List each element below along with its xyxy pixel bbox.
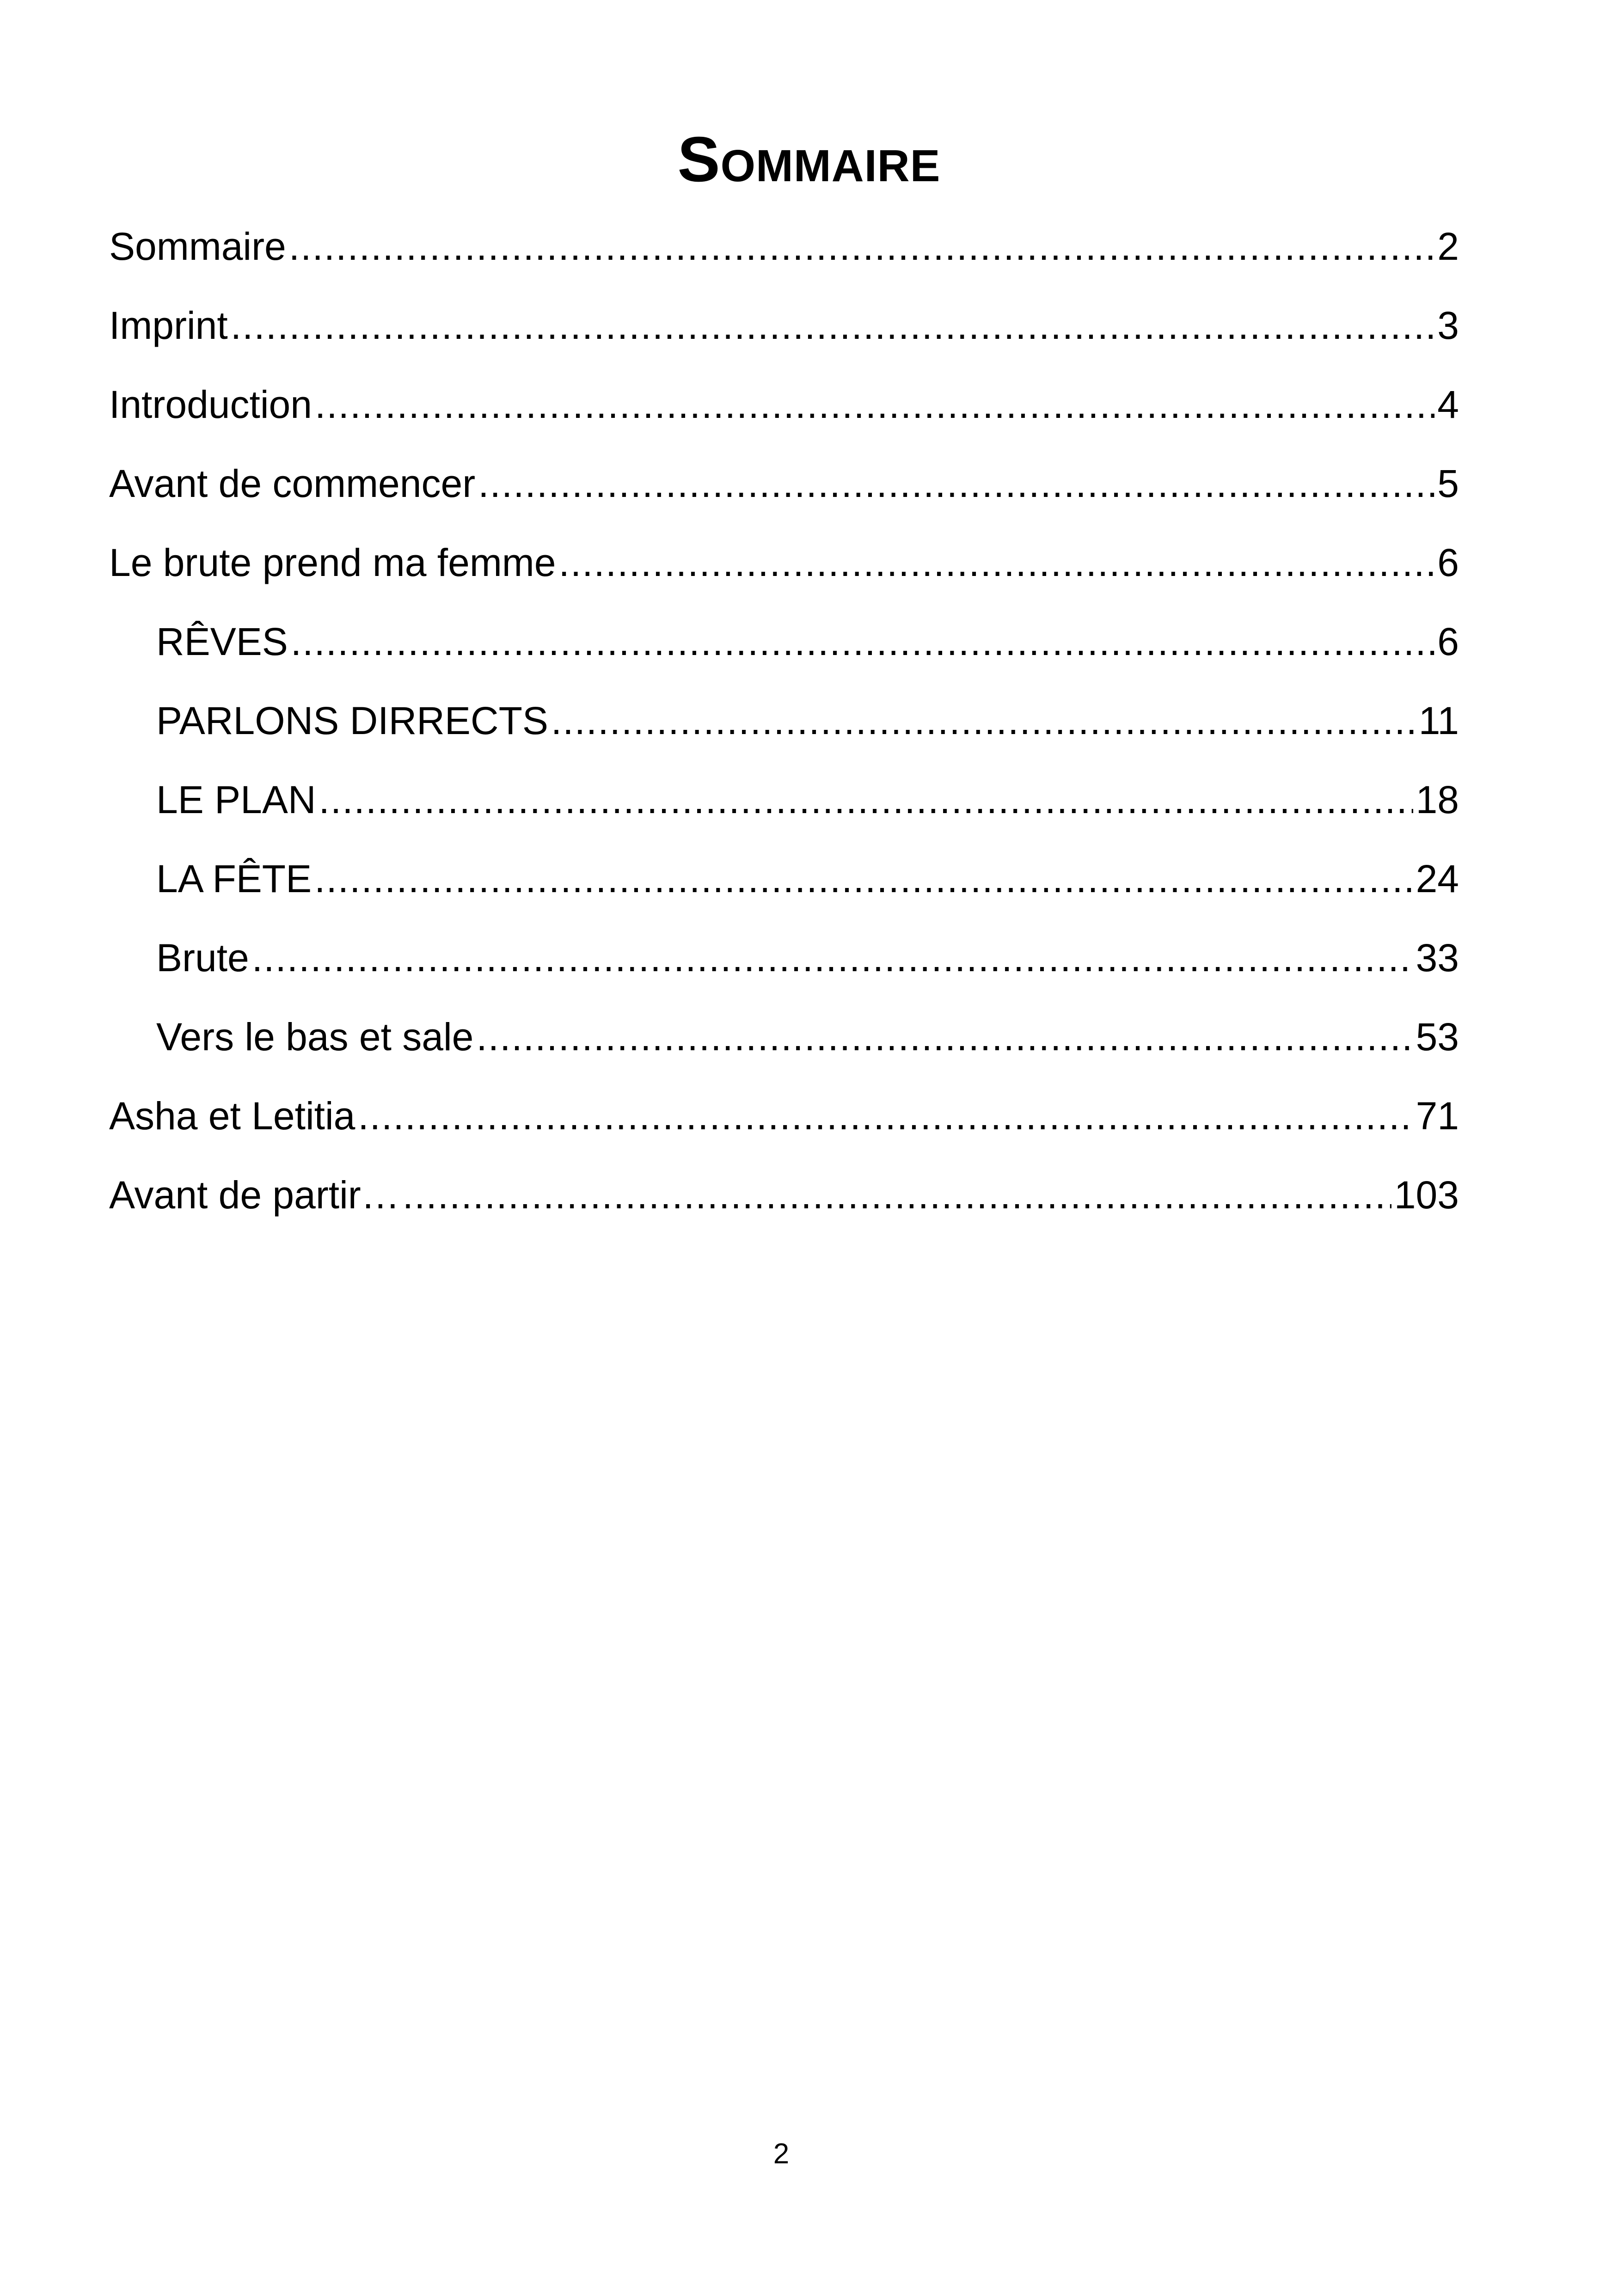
toc-entry-page: 33 bbox=[1416, 936, 1459, 980]
toc-entry[interactable] bbox=[109, 207, 1459, 286]
toc-leader-dots bbox=[314, 839, 1413, 918]
toc-leader-dots bbox=[403, 1156, 1391, 1235]
toc-subentry[interactable] bbox=[109, 918, 1459, 998]
toc-leader-dots bbox=[252, 918, 1413, 998]
toc-entry-page: 4 bbox=[1437, 383, 1459, 426]
toc-entry-page: 24 bbox=[1416, 857, 1459, 900]
toc-leader-dots bbox=[476, 998, 1413, 1077]
toc-entry[interactable] bbox=[109, 286, 1459, 365]
toc-leader-dots bbox=[559, 523, 1435, 602]
toc-entry-label: Sommaire bbox=[109, 225, 286, 268]
toc-entry[interactable] bbox=[109, 1156, 1459, 1235]
toc-leader-dots bbox=[551, 681, 1416, 760]
toc-entry-page: 5 bbox=[1437, 462, 1459, 505]
toc-leader-dots bbox=[478, 444, 1434, 523]
toc-leader-dots bbox=[315, 365, 1434, 444]
toc-entry[interactable] bbox=[109, 1077, 1459, 1156]
toc-entry[interactable] bbox=[109, 365, 1459, 444]
toc-entry-label: Brute bbox=[156, 936, 249, 980]
toc-entry-label: Vers le bas et sale bbox=[156, 1015, 474, 1059]
toc-entry-label: LA FÊTE bbox=[156, 857, 312, 900]
toc-subentry[interactable] bbox=[109, 602, 1459, 681]
toc-entry[interactable] bbox=[109, 523, 1459, 602]
toc-leader-dots bbox=[291, 602, 1435, 681]
page-title: Sommaire bbox=[677, 124, 941, 195]
toc-entry-page: 3 bbox=[1437, 304, 1459, 347]
toc-entry-page: 103 bbox=[1394, 1173, 1459, 1217]
toc-entry-page: 6 bbox=[1437, 620, 1459, 663]
toc-entry-page: 18 bbox=[1416, 778, 1459, 821]
toc-entry[interactable] bbox=[109, 444, 1459, 523]
toc-entry-label: LE PLAN bbox=[156, 778, 316, 821]
toc-entry-page: 53 bbox=[1416, 1015, 1459, 1059]
toc-leader-dots bbox=[231, 286, 1435, 365]
table-of-contents bbox=[109, 207, 1459, 1235]
toc-entry-label: PARLONS DIRRECTS bbox=[156, 699, 548, 742]
toc-leader-dots bbox=[289, 207, 1435, 286]
toc-leader-dots bbox=[319, 760, 1413, 839]
toc-subentry[interactable] bbox=[109, 760, 1459, 839]
toc-entry-label: RÊVES bbox=[156, 620, 288, 663]
toc-entry-label: Imprint bbox=[109, 304, 228, 347]
toc-entry-label: Avant de commencer bbox=[109, 462, 476, 505]
toc-subentry[interactable] bbox=[109, 681, 1459, 760]
page-number: 2 bbox=[773, 2138, 790, 2170]
toc-leader-dots bbox=[358, 1077, 1413, 1156]
toc-entry-label: Avant de partir… bbox=[109, 1173, 400, 1217]
toc-entry-page: 6 bbox=[1437, 541, 1459, 584]
toc-subentry[interactable] bbox=[109, 998, 1459, 1077]
toc-entry-label: Introduction bbox=[109, 383, 312, 426]
toc-subentry[interactable] bbox=[109, 839, 1459, 918]
toc-entry-page: 11 bbox=[1418, 699, 1459, 742]
toc-entry-page: 71 bbox=[1416, 1094, 1459, 1138]
toc-entry-label: Le brute prend ma femme bbox=[109, 541, 556, 584]
toc-entry-page: 2 bbox=[1437, 225, 1459, 268]
toc-entry-label: Asha et Letitia bbox=[109, 1094, 355, 1138]
